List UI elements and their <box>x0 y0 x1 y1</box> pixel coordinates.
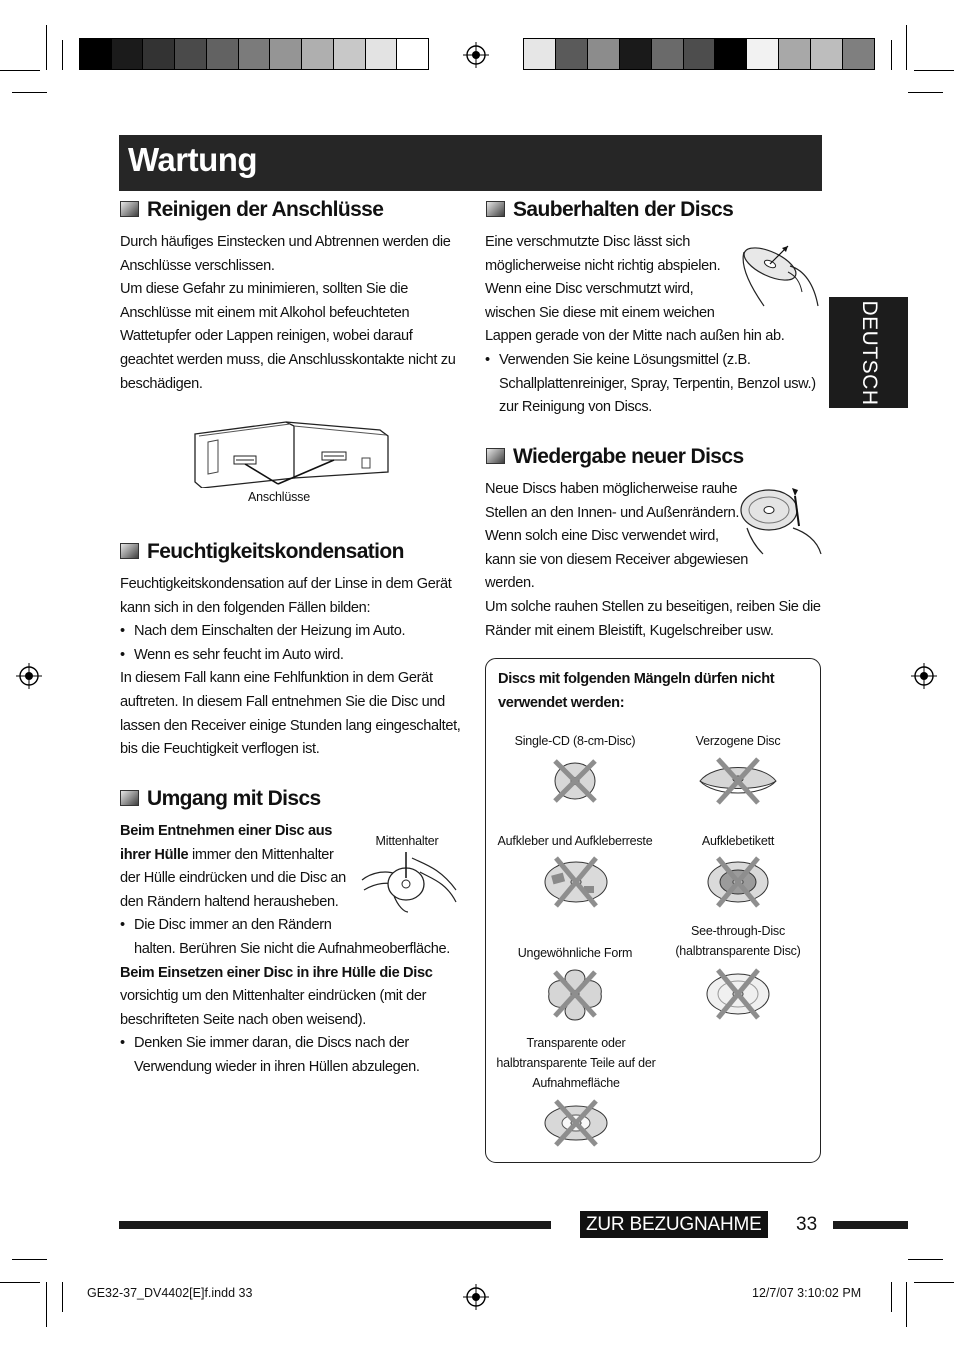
page-title: Wartung <box>128 141 258 178</box>
section-heading: Feuchtigkeitskondensation <box>120 540 404 564</box>
bullet-item: • Wenn es sehr feucht im Auto wird. <box>120 644 465 668</box>
defect-label: Single-CD (8-cm-Disc) <box>514 734 636 748</box>
crop-mark <box>908 1259 943 1260</box>
label-disc-crossed-icon <box>704 854 772 910</box>
page-number: 33 <box>796 1214 818 1235</box>
warped-disc-crossed-icon <box>694 755 782 807</box>
bullet-item: • Die Disc immer an den Rändern halten. Berühren Sie nicht die Aufnahmeoberfläche. <box>120 914 465 961</box>
defect-label: Transparente oder halbtransparente Teile auf der Aufnahmefläche <box>496 1036 656 1090</box>
defect-label: Verzogene Disc <box>695 734 781 748</box>
bullet-item: • Denken Sie immer daran, die Discs nach der Verwendung wieder in ihren Hüllen abzulegen. <box>120 1032 465 1079</box>
figure-caption: Anschlüsse <box>248 490 310 504</box>
figure-caption: Mittenhalter <box>375 834 439 848</box>
crop-mark <box>891 1282 892 1312</box>
color-bar-strip <box>523 38 875 70</box>
section-heading: Wiedergabe neuer Discs <box>486 445 744 469</box>
language-label: DEUTSCH <box>857 299 881 406</box>
section-marker-icon <box>120 201 139 217</box>
language-side-tab <box>829 297 908 408</box>
crop-mark <box>46 1282 47 1327</box>
crop-mark <box>12 92 47 93</box>
bullet-item: • Verwenden Sie keine Lösungsmittel (z.B. Schallplattenreiniger, Spray, Terpentin, Benzol usw.) zur Reinigung von Discs. <box>485 349 825 420</box>
crop-mark <box>908 92 943 93</box>
disc-pencil-illustration <box>737 482 823 556</box>
section-marker-icon <box>120 543 139 559</box>
bullet-item: • Nach dem Einschalten der Heizung im Auto. <box>120 620 465 644</box>
crop-mark <box>62 1282 63 1312</box>
crop-mark <box>0 1282 40 1283</box>
umgang-text: Beim Entnehmen einer Disc aus ihrer Hülle immer den Mittenhalter der Hülle eindrücken und die Disc an den Rändern haltend herausheben. • Die Disc immer an den Rändern halten. Berühren Sie nicht die Aufnahmeoberfläche. Beim Einsetzen einer Disc in ihre Hülle die Disc vorsichtig um den Mittenhalter eindrücken (mit der beschrifteten Seite nach oben weisend). • Denken Sie immer daran, die Discs nach der Verwendung wieder in ihren Hüllen abzulegen. <box>120 820 465 1080</box>
transparent-part-disc-crossed-icon <box>540 1098 612 1148</box>
crop-mark <box>46 25 47 70</box>
crop-mark <box>62 40 63 70</box>
sticker-disc-crossed-icon <box>540 854 612 910</box>
shaped-disc-crossed-icon <box>543 966 607 1022</box>
registration-target-icon <box>463 1284 489 1310</box>
neue-discs-text: Neue Discs haben möglicherweise rauhe Stellen an den Innen- und Außenrändern. Wenn solch eine Disc verwendet wird, kann sie von diesem Receiver abgewiesen werden. Um solche rauhen Stellen zu beseitigen, reiben Sie die Ränder mit einem Bleistift, Kugelschreiber usw. <box>485 481 821 639</box>
crop-mark <box>906 1282 907 1327</box>
registration-target-icon <box>463 42 489 68</box>
crop-mark <box>12 1259 47 1260</box>
section-heading: Sauberhalten der Discs <box>486 198 733 222</box>
defect-label: Aufkleber und Aufkleberreste <box>497 834 653 848</box>
crop-mark <box>914 1282 954 1283</box>
crop-mark <box>891 40 892 70</box>
crop-mark <box>914 70 954 71</box>
anschluesse-text: Durch häufiges Einstecken und Abtrennen werden die Anschlüsse verschlissen. Um diese Gefahr zu minimieren, sollten Sie die Anschlüsse mit einem mit Alkohol befeuchteten Wattetupfer oder Lappen reinigen, wobei darauf geachtet werden muss, die Anschlusskontakte nicht zu beschädigen. <box>120 234 456 392</box>
sauberhalten-text: Eine verschmutzte Disc lässt sich möglicherweise nicht richtig abspielen. Wenn eine Disc verschmutzt wird, wischen Sie diese mit einem weichen Lappen gerade von der Mitte nach außen hin ab. • Verwenden Sie keine Lösungsmittel (z.B. Schallplattenreiniger, Spray, Terpentin, Benzol usw.) zur Reinigung von Discs. <box>485 231 825 420</box>
disc-case-hands-illustration <box>360 850 458 914</box>
section-marker-icon <box>486 448 505 464</box>
defect-label: Ungewöhnliche Form <box>517 946 633 960</box>
seethrough-disc-crossed-icon <box>702 966 774 1022</box>
footer-rule <box>833 1221 908 1229</box>
feuchtigkeit-text: Feuchtigkeitskondensation auf der Linse in dem Gerät kann sich in den folgenden Fällen bilden: • Nach dem Einschalten der Heizung im Auto. • Wenn es sehr feucht im Auto wird. In diesem Fall kann eine Fehlfunktion in dem Gerät auftreten. In diesem Fall entnehmen Sie die Disc und lassen den Receiver einige Stunden lang eingeschaltet, bis die Feuchtigkeit verflogen ist. <box>120 573 465 762</box>
footer-section-label: ZUR BEZUGNAHME <box>580 1211 768 1238</box>
receiver-connectors-illustration <box>190 412 395 488</box>
section-marker-icon <box>120 790 139 806</box>
disc-wiping-illustration <box>738 236 820 310</box>
defect-label: Aufklebetikett <box>701 834 775 848</box>
page-title-bar <box>119 135 822 191</box>
registration-target-icon <box>16 663 42 689</box>
section-heading: Umgang mit Discs <box>120 787 321 811</box>
section-marker-icon <box>486 201 505 217</box>
gray-scale-strip <box>79 38 429 70</box>
print-slug-date: 12/7/07 3:10:02 PM <box>752 1286 862 1300</box>
defect-label: See-through-Disc (halbtransparente Disc) <box>675 924 801 958</box>
registration-target-icon <box>911 663 937 689</box>
crop-mark <box>0 70 40 71</box>
small-disc-crossed-icon <box>543 755 607 807</box>
section-heading: Reinigen der Anschlüsse <box>120 198 383 222</box>
warning-title: Discs mit folgenden Mängeln dürfen nicht verwendet werden: <box>498 671 775 711</box>
crop-mark <box>906 25 907 70</box>
footer-rule <box>119 1221 551 1229</box>
print-slug-file: GE32-37_DV4402[E]f.indd 33 <box>87 1286 253 1300</box>
